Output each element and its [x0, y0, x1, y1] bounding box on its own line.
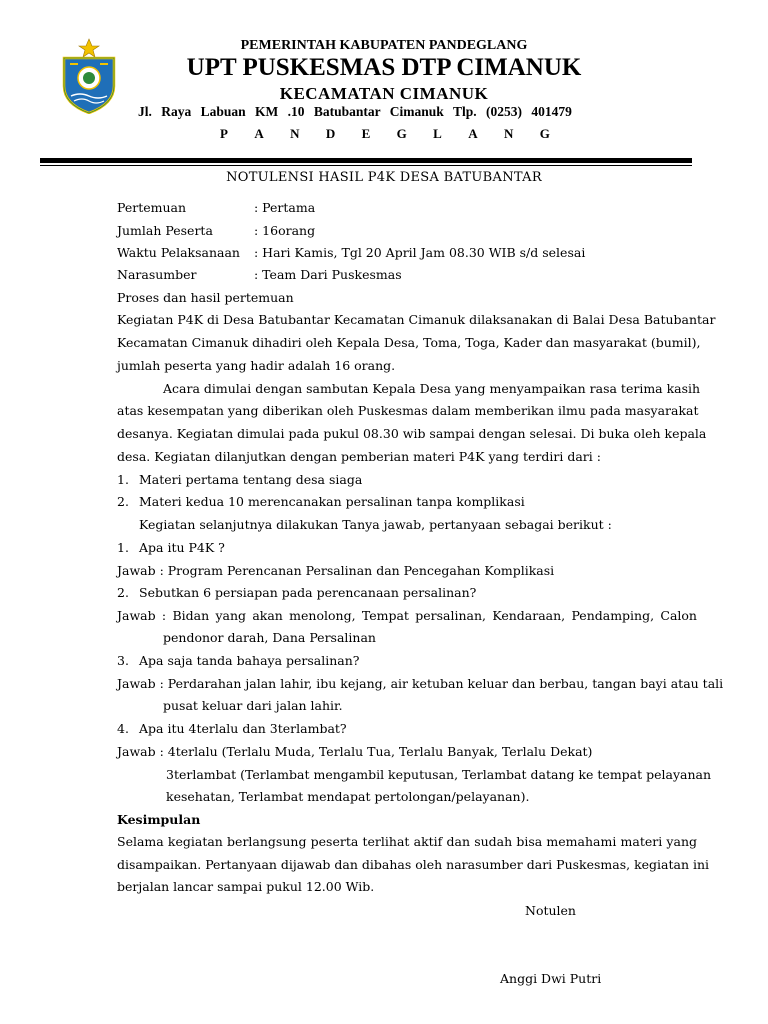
city-letter: E [361, 126, 371, 141]
paragraph-line: jumlah peserta yang hadir adalah 16 orang. [117, 358, 396, 373]
city-letter: N [290, 126, 300, 141]
answer-text: Jawab : 4terlalu (Terlalu Muda, Terlalu Tua, Terlalu Banyak, Terlalu Dekat) [117, 744, 593, 759]
question-number: 3. [117, 653, 129, 668]
paragraph-line: atas kesempatan yang diberikan oleh Puskesmas dalam memberikan ilmu pada masyarakat [117, 403, 699, 418]
field-value: : 16orang [254, 223, 316, 238]
city-letter: G [539, 126, 550, 141]
paragraph-line: Kecamatan Cimanuk dihadiri oleh Kepala Desa, Toma, Toga, Kader dan masyarakat (bumil), [117, 335, 701, 350]
list-number: 1. [117, 472, 129, 487]
district-name: KECAMATAN CIMANUK [279, 84, 489, 103]
signature-label: Notulen [525, 903, 576, 918]
header-divider-thin [40, 165, 692, 166]
question-number: 2. [117, 585, 129, 600]
city-letter: G [396, 126, 407, 141]
answer-text: pusat keluar dari jalan lahir. [163, 698, 343, 713]
list-item: Materi pertama tentang desa siaga [139, 472, 363, 487]
answer-text: Jawab : Bidan yang akan menolong, Tempat persalinan, Kendaraan, Pendamping, Calon [117, 608, 697, 623]
institution-name: UPT PUSKESMAS DTP CIMANUK [186, 54, 582, 81]
conclusion-heading: Kesimpulan [117, 812, 201, 827]
header-divider-thick [40, 158, 692, 163]
question-text: Apa saja tanda bahaya persalinan? [139, 653, 360, 668]
answer-text: pendonor darah, Dana Persalinan [163, 630, 376, 645]
field-value: : Hari Kamis, Tgl 20 April Jam 08.30 WIB s/d selesai [254, 245, 586, 260]
conclusion-line: berjalan lancar sampai pukul 12.00 Wib. [117, 879, 375, 894]
city-letter: D [325, 126, 336, 141]
conclusion-line: Selama kegiatan berlangsung peserta terlihat aktif dan sudah bisa memahami materi yang [117, 834, 697, 849]
city-letter: A [254, 126, 264, 141]
paragraph-line: desa. Kegiatan dilanjutkan dengan pemberian materi P4K yang terdiri dari : [117, 449, 601, 464]
document-title: NOTULENSI HASIL P4K DESA BATUBANTAR [226, 170, 542, 185]
field-label: Pertemuan [117, 200, 187, 215]
city-letter: N [503, 126, 514, 141]
answer-text: 3terlambat (Terlambat mengambil keputusan, Terlambat datang ke tempat pelayanan [166, 767, 712, 782]
city-letter: L [433, 126, 442, 141]
address-line: Jl. Raya Labuan KM .10 Batubantar Cimanuk Tlp. (0253) 401479 [138, 104, 572, 119]
city-name [220, 126, 550, 142]
answer-text: Jawab : Program Perencanan Persalinan dan Pencegahan Komplikasi [117, 563, 555, 578]
question-number: 1. [117, 540, 129, 555]
question-text: Apa itu 4terlalu dan 3terlambat? [139, 721, 347, 736]
field-label: Jumlah Peserta [117, 223, 213, 238]
paragraph-line: desanya. Kegiatan dimulai pada pukul 08.30 wib sampai dengan selesai. Di buka oleh kepala [117, 426, 707, 441]
government-name: PEMERINTAH KABUPATEN PANDEGLANG [240, 38, 528, 53]
qa-intro: Kegiatan selanjutnya dilakukan Tanya jawab, pertanyaan sebagai berikut : [139, 517, 612, 532]
city-letter: P [220, 126, 228, 141]
signature-name: Anggi Dwi Putri [500, 971, 602, 986]
field-label: Narasumber [117, 267, 197, 282]
question-text: Apa itu P4K ? [139, 540, 225, 555]
list-number: 2. [117, 494, 129, 509]
section-heading: Proses dan hasil pertemuan [117, 290, 294, 305]
field-value: : Pertama [254, 200, 316, 215]
conclusion-line: disampaikan. Pertanyaan dijawab dan dibahas oleh narasumber dari Puskesmas, kegiatan ini [117, 857, 710, 872]
answer-text: Jawab : Perdarahan jalan lahir, ibu kejang, air ketuban keluar dan berbau, tangan bayi atau tali [117, 676, 724, 691]
paragraph-line: Acara dimulai dengan sambutan Kepala Desa yang menyampaikan rasa terima kasih [163, 381, 701, 396]
answer-text: kesehatan, Terlambat mendapat pertolongan/pelayanan). [166, 789, 530, 804]
list-item: Materi kedua 10 merencanakan persalinan tanpa komplikasi [139, 494, 525, 509]
city-letter: A [468, 126, 478, 141]
question-text: Sebutkan 6 persiapan pada perencanaan persalinan? [139, 585, 477, 600]
question-number: 4. [117, 721, 129, 736]
field-label: Waktu Pelaksanaan [117, 245, 240, 260]
paragraph-line: Kegiatan P4K di Desa Batubantar Kecamatan Cimanuk dilaksanakan di Balai Desa Batubantar [117, 312, 716, 327]
field-value: : Team Dari Puskesmas [254, 267, 402, 282]
